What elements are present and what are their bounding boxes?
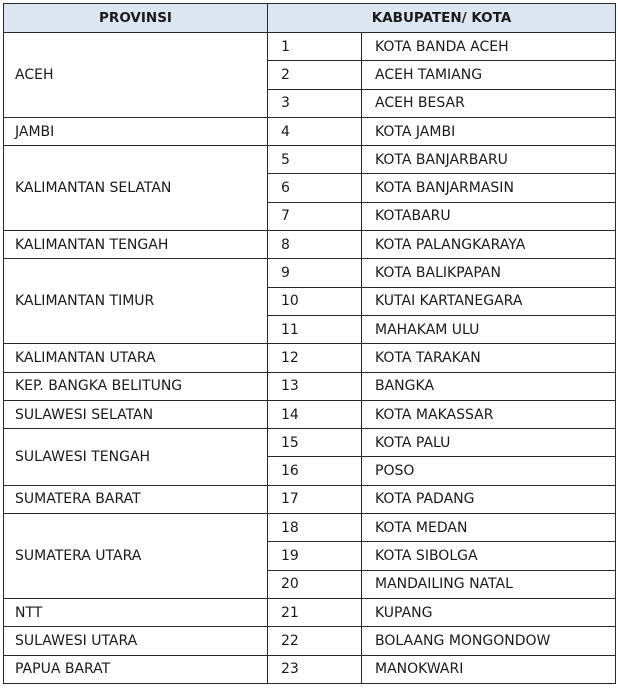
regency-cell: BOLAANG MONGONDOW (362, 627, 616, 655)
province-cell: KALIMANTAN TIMUR (4, 259, 268, 344)
province-cell: SUMATERA UTARA (4, 514, 268, 599)
number-cell: 6 (268, 174, 362, 202)
header-kabupaten: KABUPATEN/ KOTA (268, 4, 616, 33)
province-cell: SULAWESI UTARA (4, 627, 268, 655)
table-row (4, 33, 616, 61)
province-cell: KALIMANTAN SELATAN (4, 146, 268, 231)
province-cell: KALIMANTAN TENGAH (4, 231, 268, 259)
province-cell: SULAWESI TENGAH (4, 429, 268, 486)
regency-cell: KOTA JAMBI (362, 117, 616, 145)
header-provinsi: PROVINSI (4, 4, 268, 33)
table-row (4, 514, 616, 542)
regency-cell: KOTA SIBOLGA (362, 542, 616, 570)
regency-cell: KOTABARU (362, 202, 616, 230)
number-cell: 11 (268, 315, 362, 343)
province-cell: KEP. BANGKA BELITUNG (4, 372, 268, 400)
province-cell: PAPUA BARAT (4, 655, 268, 683)
province-cell: JAMBI (4, 117, 268, 145)
regency-cell: KOTA PALANGKARAYA (362, 231, 616, 259)
number-cell: 15 (268, 429, 362, 457)
number-cell: 18 (268, 514, 362, 542)
table-row (4, 429, 616, 457)
number-cell: 13 (268, 372, 362, 400)
regency-cell: KUPANG (362, 598, 616, 626)
number-cell: 2 (268, 61, 362, 89)
table-row (4, 400, 616, 428)
number-cell: 14 (268, 400, 362, 428)
province-cell: KALIMANTAN UTARA (4, 344, 268, 372)
number-cell: 17 (268, 485, 362, 513)
number-cell: 20 (268, 570, 362, 598)
table-body (4, 33, 616, 684)
table-row (4, 627, 616, 655)
number-cell: 1 (268, 33, 362, 61)
province-cell: SUMATERA BARAT (4, 485, 268, 513)
regency-cell: KOTA PALU (362, 429, 616, 457)
number-cell: 12 (268, 344, 362, 372)
table-row (4, 117, 616, 145)
table-row (4, 344, 616, 372)
number-cell: 7 (268, 202, 362, 230)
table-row (4, 146, 616, 174)
regency-cell: ACEH BESAR (362, 89, 616, 117)
number-cell: 3 (268, 89, 362, 117)
regency-cell: KOTA BANJARBARU (362, 146, 616, 174)
regency-cell: KOTA MAKASSAR (362, 400, 616, 428)
regency-cell: KOTA TARAKAN (362, 344, 616, 372)
number-cell: 10 (268, 287, 362, 315)
regency-cell: MANDAILING NATAL (362, 570, 616, 598)
regency-cell: BANGKA (362, 372, 616, 400)
number-cell: 21 (268, 598, 362, 626)
regency-cell: KOTA BALIKPAPAN (362, 259, 616, 287)
regency-cell: KOTA BANDA ACEH (362, 33, 616, 61)
province-cell: NTT (4, 598, 268, 626)
regency-cell: KOTA MEDAN (362, 514, 616, 542)
number-cell: 23 (268, 655, 362, 683)
number-cell: 16 (268, 457, 362, 485)
regency-cell: KUTAI KARTANEGARA (362, 287, 616, 315)
number-cell: 8 (268, 231, 362, 259)
province-cell: SULAWESI SELATAN (4, 400, 268, 428)
number-cell: 5 (268, 146, 362, 174)
regency-cell: MAHAKAM ULU (362, 315, 616, 343)
regency-cell: MANOKWARI (362, 655, 616, 683)
number-cell: 9 (268, 259, 362, 287)
header-row (4, 4, 616, 33)
regency-cell: KOTA PADANG (362, 485, 616, 513)
table-row (4, 598, 616, 626)
table-row (4, 485, 616, 513)
number-cell: 22 (268, 627, 362, 655)
province-cell: ACEH (4, 33, 268, 118)
table-row (4, 231, 616, 259)
table-row (4, 655, 616, 683)
table-row (4, 259, 616, 287)
regency-cell: ACEH TAMIANG (362, 61, 616, 89)
number-cell: 19 (268, 542, 362, 570)
regency-cell: POSO (362, 457, 616, 485)
province-regency-table (3, 3, 616, 684)
table-row (4, 372, 616, 400)
regency-cell: KOTA BANJARMASIN (362, 174, 616, 202)
number-cell: 4 (268, 117, 362, 145)
